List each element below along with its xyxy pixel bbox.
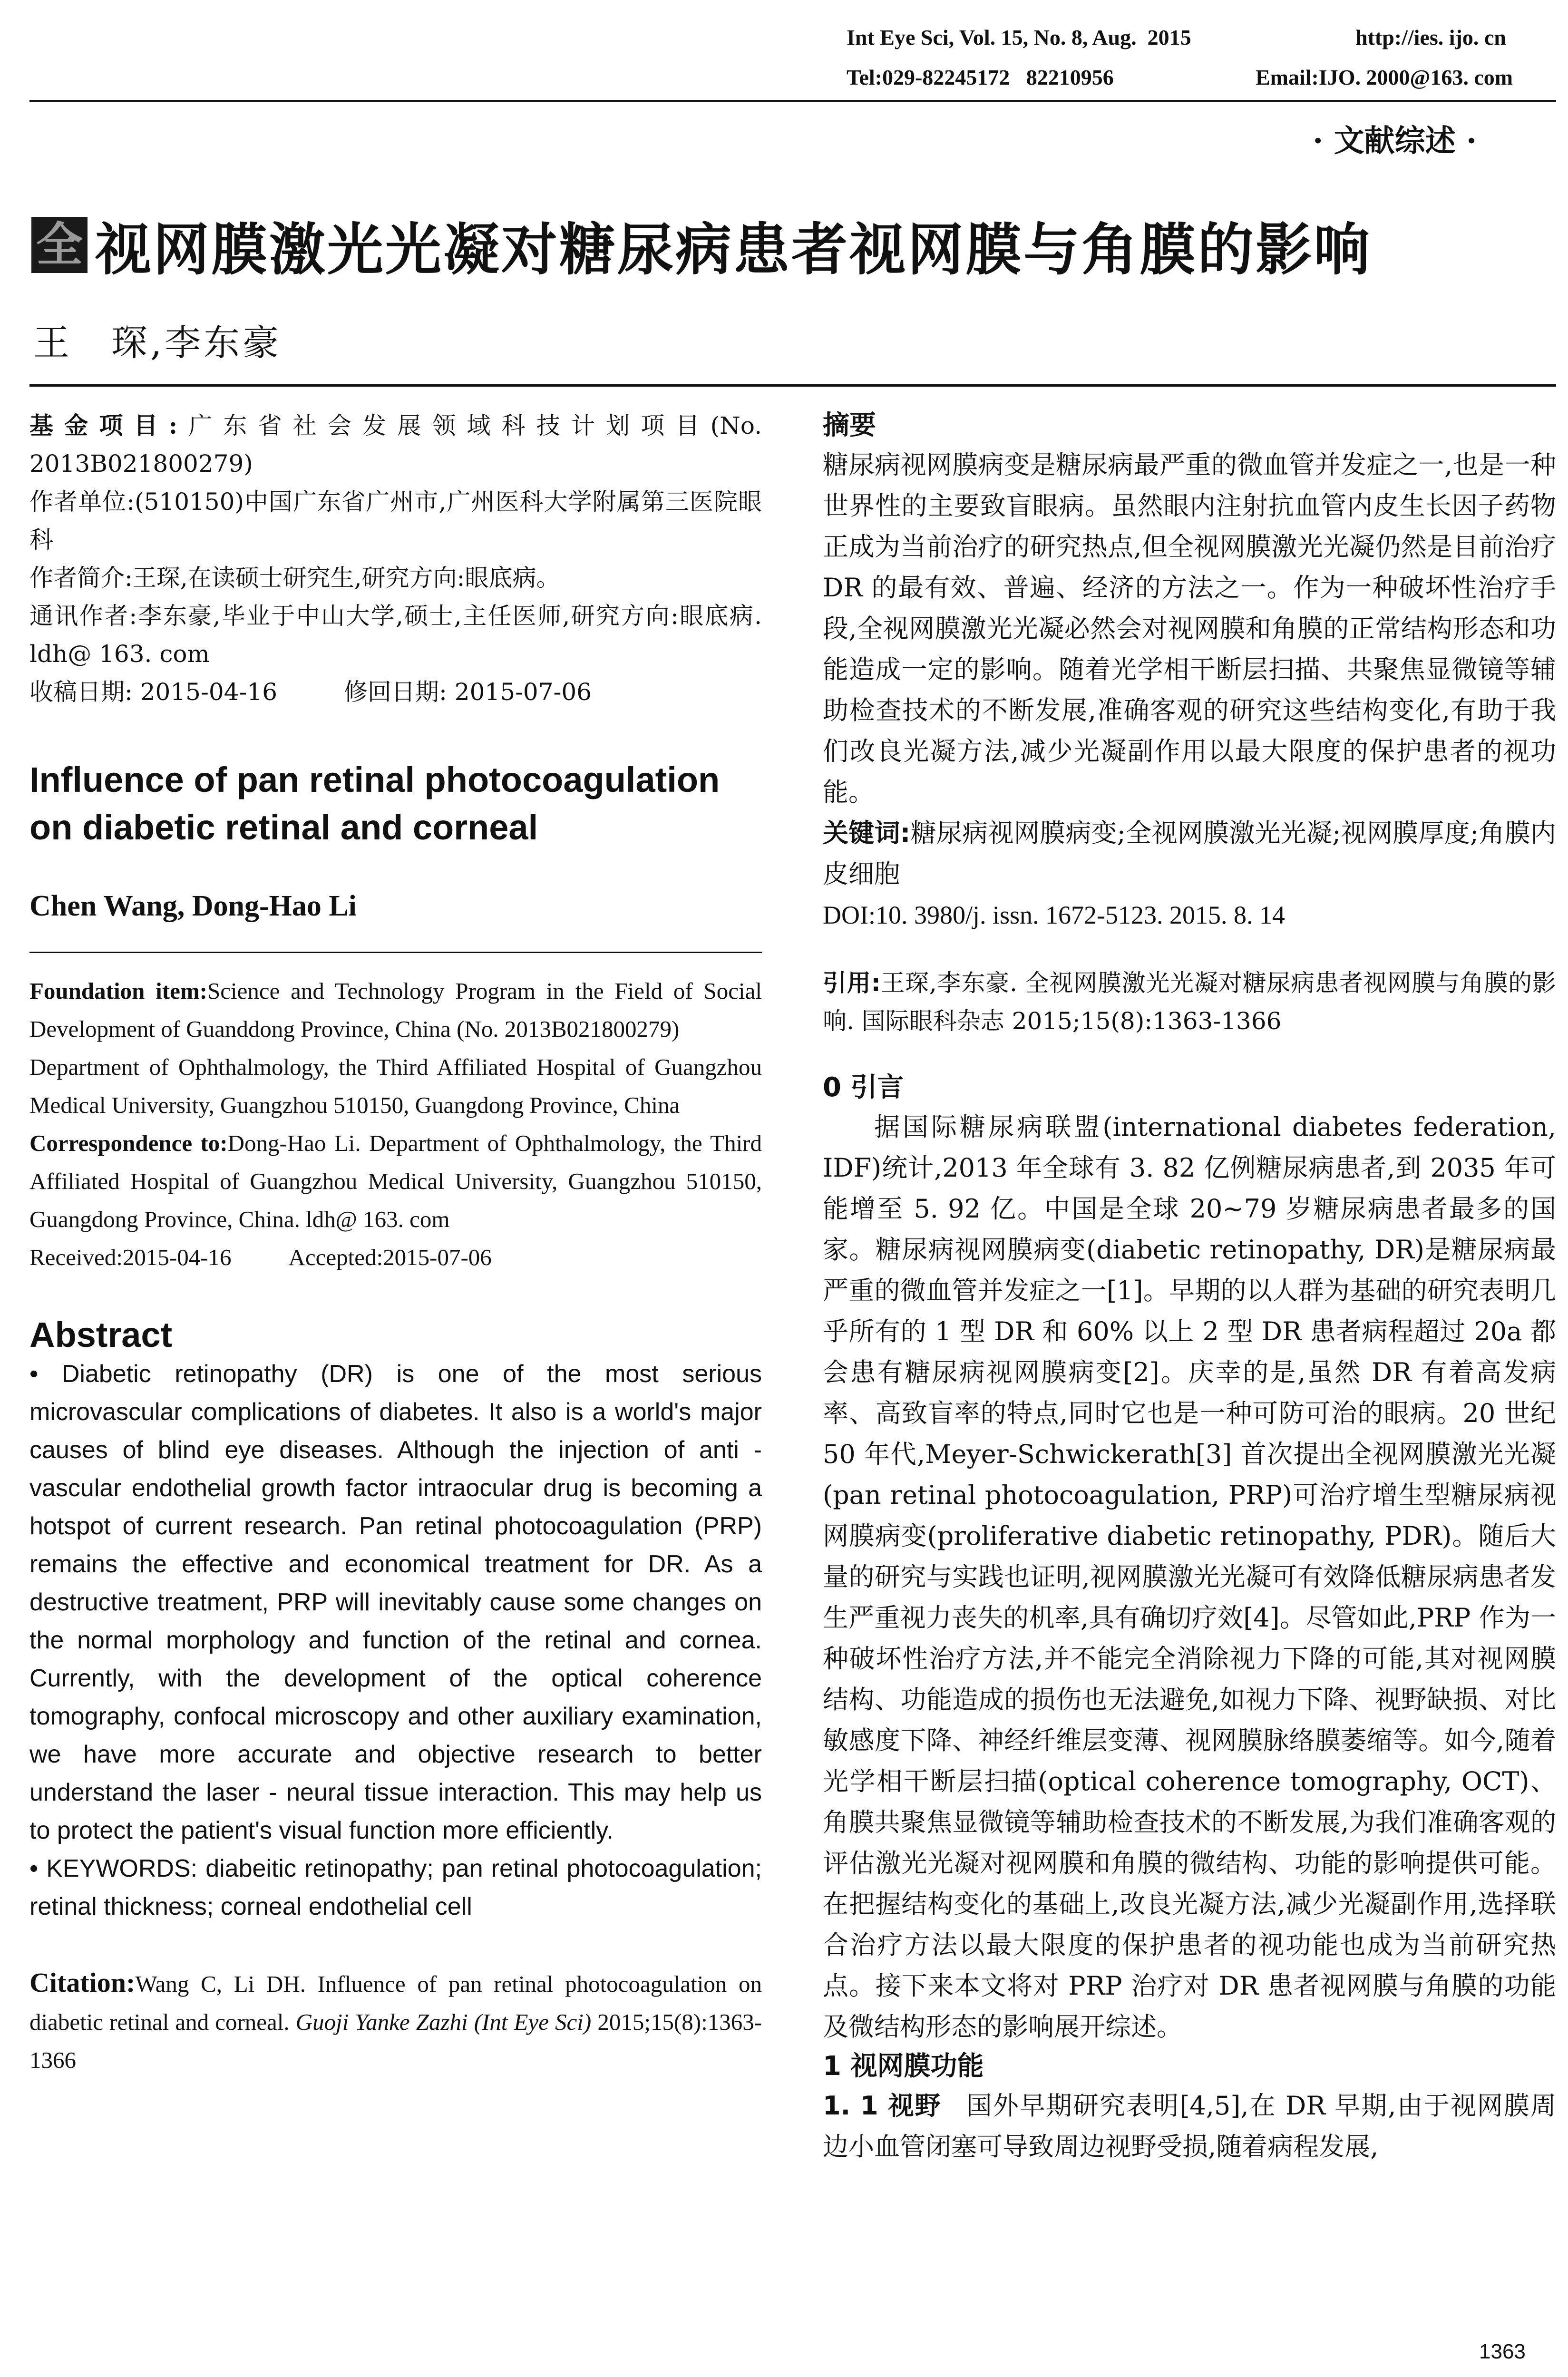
citation-en [29, 1964, 762, 2079]
accepted-en: Accepted:2015-07-06 [288, 1244, 492, 1270]
bio-cn [29, 559, 762, 597]
unit-cn-text: (510150)中国广东省广州市,广州医科大学附属第三医院眼科 [29, 488, 762, 554]
journal-line: Int Eye Sci, Vol. 15, No. 8, Aug. 2015 [847, 25, 1191, 49]
dates-cn [29, 673, 762, 711]
title-rule [29, 384, 1556, 387]
received-en: Received:2015-04-16 [29, 1244, 232, 1270]
full-text-badge: 全 [31, 217, 88, 273]
keywords-cn-text: 糖尿病视网膜病变;全视网膜激光光凝;视网膜厚度;角膜内皮细胞 [823, 818, 1556, 889]
corr-en-text: Dong-Hao Li. Department of Ophthalmology, the Third Affiliated Hospital of Guangzhou Medical University, Guangzhou 510150, Guangdong Province, China. ldh@ 163. com [29, 1130, 762, 1232]
section-1-heading: 1 视网膜功能 [823, 2051, 984, 2082]
corr-cn-label: 通讯作者: [29, 602, 137, 630]
unit-cn [29, 483, 762, 559]
foundation-cn-text: 广东省社会发展领域科技计划项目(No. 2013B021800279) [29, 412, 762, 477]
abstract-heading-en: Abstract [29, 1315, 173, 1354]
foundation-en-label: Foundation item: [29, 978, 207, 1004]
citation-en-label: Citation: [29, 1967, 136, 1998]
keywords-en-label: • KEYWORDS: [29, 1855, 198, 1882]
cite-cn-label: 引用: [823, 969, 881, 997]
cite-cn-text: 王琛,李东豪. 全视网膜激光光凝对糖尿病患者视网膜与角膜的影响. 国际眼科杂志 2015;15(8):1363-1366 [823, 969, 1557, 1035]
intro-text: 据国际糖尿病联盟(international diabetes federation, IDF)统计,2013 年全球有 3. 82 亿例糖尿病患者,到 2035 年可能增至 5. 92 亿。中国是全球 20~79 岁糖尿病患者最多的国家。糖尿病视网膜病变(diabetic retinopathy, DR)是糖尿病最严重的微血管并发症之一[1]。早期的以人群为基础的研究表明几乎所有的 1 型 DR 和 60% 以上 2 型 DR 患者病程超过 20a 都会患有糖尿病视网膜病变[2]。庆幸的是,虽然 DR 有着高发病率、高致盲率的特点,同时它也是一种可防可治的眼病。20 世纪 50 年代,Meyer-Schwickerath[3] 首次提出全视网膜激光光凝(pan retinal photocoagulation, PRP)可治疗增生型糖尿病视网膜病变(proliferative diabetic retinopathy, PDR)。随后大量的研究与实践也证明,视网膜激光光凝可有效降低糖尿病患者发生严重视力丧失的机率,具有确切疗效[4]。尽管如此,PRP 作为一种破坏性治疗方法,并不能完全消除视力下降的可能,其对视网膜结构、功能造成的损伤也无法避免,如视力下降、视野缺损、对比敏感度下降、神经纤维层变薄、视网膜脉络膜萎缩等。如今,随着光学相干断层扫描(optical coherence tomography, OCT)、角膜共聚焦显微镜等辅助检查技术的不断发展,为我们准确客观的评估激光光凝对视网膜和角膜的微结构、功能的影响提供可能。在把握结构变化的基础上,改良光凝方法,减少光凝副作用,选择联合治疗方法以最大限度的保护患者的视功能也成为当前研究热点。接下来本文将对 PRP 治疗对 DR 患者视网膜与角膜的功能及微结构形态的影响展开综述。 [823, 1112, 1556, 2042]
english-authors: Chen Wang, Dong-Hao Li [29, 890, 357, 922]
page-title: 视网膜激光光凝对糖尿病患者视网膜与角膜的影响 [95, 217, 1372, 283]
bio-cn-label: 作者简介: [29, 564, 133, 592]
citation-en-text-b: 2015;15(8):1363-1366 [29, 2009, 762, 2073]
title-row [31, 205, 1372, 285]
foundation-cn [29, 407, 762, 483]
revised-cn: 修回日期: 2015-07-06 [344, 678, 592, 706]
unit-cn-label: 作者单位: [29, 488, 135, 516]
keywords-cn-label: 关键词: [823, 818, 911, 848]
citation-en-journal: Guoji Yanke Zazhi (Int Eye Sci) [295, 2009, 592, 2035]
journal-tel: Tel:029-82245172 82210956 [847, 65, 1114, 89]
corr-en-label: Correspondence to: [29, 1130, 228, 1156]
citation-en-text-a: Wang C, Li DH. Influence of pan retinal photocoagulation on diabetic retinal and corneal. [29, 1971, 762, 2035]
right-column [823, 407, 1556, 2167]
english-rule [29, 952, 762, 953]
english-title: Influence of pan retinal photocoagulation on diabetic retinal and corneal [29, 760, 720, 847]
foundation-cn-label: 基金项目: [29, 411, 178, 439]
corr-cn [29, 597, 762, 673]
keywords-en [29, 1850, 762, 1926]
abstract-heading-cn: 摘要 [823, 410, 876, 441]
keywords-en-text: diabeitic retinopathy; pan retinal photocoagulation; retinal thickness; corneal endothelial cell [29, 1855, 762, 1920]
cite-cn [823, 964, 1556, 1040]
received-cn: 收稿日期: 2015-04-16 [29, 678, 278, 706]
doi: DOI:10. 3980/j. issn. 1672-5123. 2015. 8. 14 [823, 901, 1285, 929]
page-number: 1363 [1479, 2340, 1526, 2363]
abstract-text-en: • Diabetic retinopathy (DR) is one of the most serious microvascular complications of diabetes. It also is a world's major causes of blind eye diseases. Although the injection of anti - vascular endothelial growth factor intraocular drug is becoming a hotspot of current research. Pan retinal photocoagulation (PRP) remains the effective and economical treatment for DR. As a destructive treatment, PRP will inevitably cause some changes on the normal morphology and function of the retinal and cornea. Currently, with the development of the optical coherence tomography, confocal microscopy and other auxiliary examination, we have more accurate and objective research to better understand the laser - neural tissue interaction. This may help us to protect the patient's visual function more efficiently. [29, 1360, 762, 1844]
section-1-1 [823, 2085, 1556, 2167]
journal-url: http://ies. ijo. cn [1355, 25, 1506, 49]
correspondence-en [29, 1124, 762, 1238]
foundation-en [29, 972, 762, 1048]
left-column [29, 407, 762, 2079]
foundation-en-text: Science and Technology Program in the Field of Social Development of Guanddong Province, China (No. 2013B021800279) [29, 978, 762, 1042]
abstract-text-cn: 糖尿病视网膜病变是糖尿病最严重的微血管并发症之一,也是一种世界性的主要致盲眼病。虽然眼内注射抗血管内皮生长因子药物正成为当前治疗的研究热点,但全视网膜激光光凝仍然是目前治疗 DR 的最有效、普遍、经济的方法之一。作为一种破坏性治疗手段,全视网膜激光光凝必然会对视网膜和角膜的正常结构形态和功能造成一定的影响。随着光学相干断层扫描、共聚焦显微镜等辅助检查技术的不断发展,准确客观的研究这些结构变化,有助于我们改良光凝方法,减少光凝副作用以最大限度的保护患者的视功能。 [823, 450, 1556, 807]
section-1-1-label: 1. 1 视野 [823, 2091, 942, 2121]
dates-en [29, 1238, 762, 1276]
authors-cn: 王 琛,李东豪 [33, 321, 282, 364]
header-rule [29, 100, 1556, 102]
corr-cn-text: 李东豪,毕业于中山大学,硕士,主任医师,研究方向:眼底病. ldh@ 163. com [29, 602, 762, 668]
keywords-cn [823, 813, 1556, 895]
journal-email: Email:IJO. 2000@163. com [1256, 65, 1513, 89]
bio-cn-text: 王琛,在读硕士研究生,研究方向:眼底病。 [132, 564, 560, 592]
department-en: Department of Ophthalmology, the Third Affiliated Hospital of Guangzhou Medical University, Guangzhou 510150, Guangdong Province, China [29, 1054, 762, 1118]
section-tag: · 文献综述 · [1313, 123, 1477, 159]
section-1-1-text: 国外早期研究表明[4,5],在 DR 早期,由于视网膜周边小血管闭塞可导致周边视野受损,随着病程发展, [823, 2091, 1557, 2162]
intro-heading: 0 引言 [823, 1072, 904, 1103]
